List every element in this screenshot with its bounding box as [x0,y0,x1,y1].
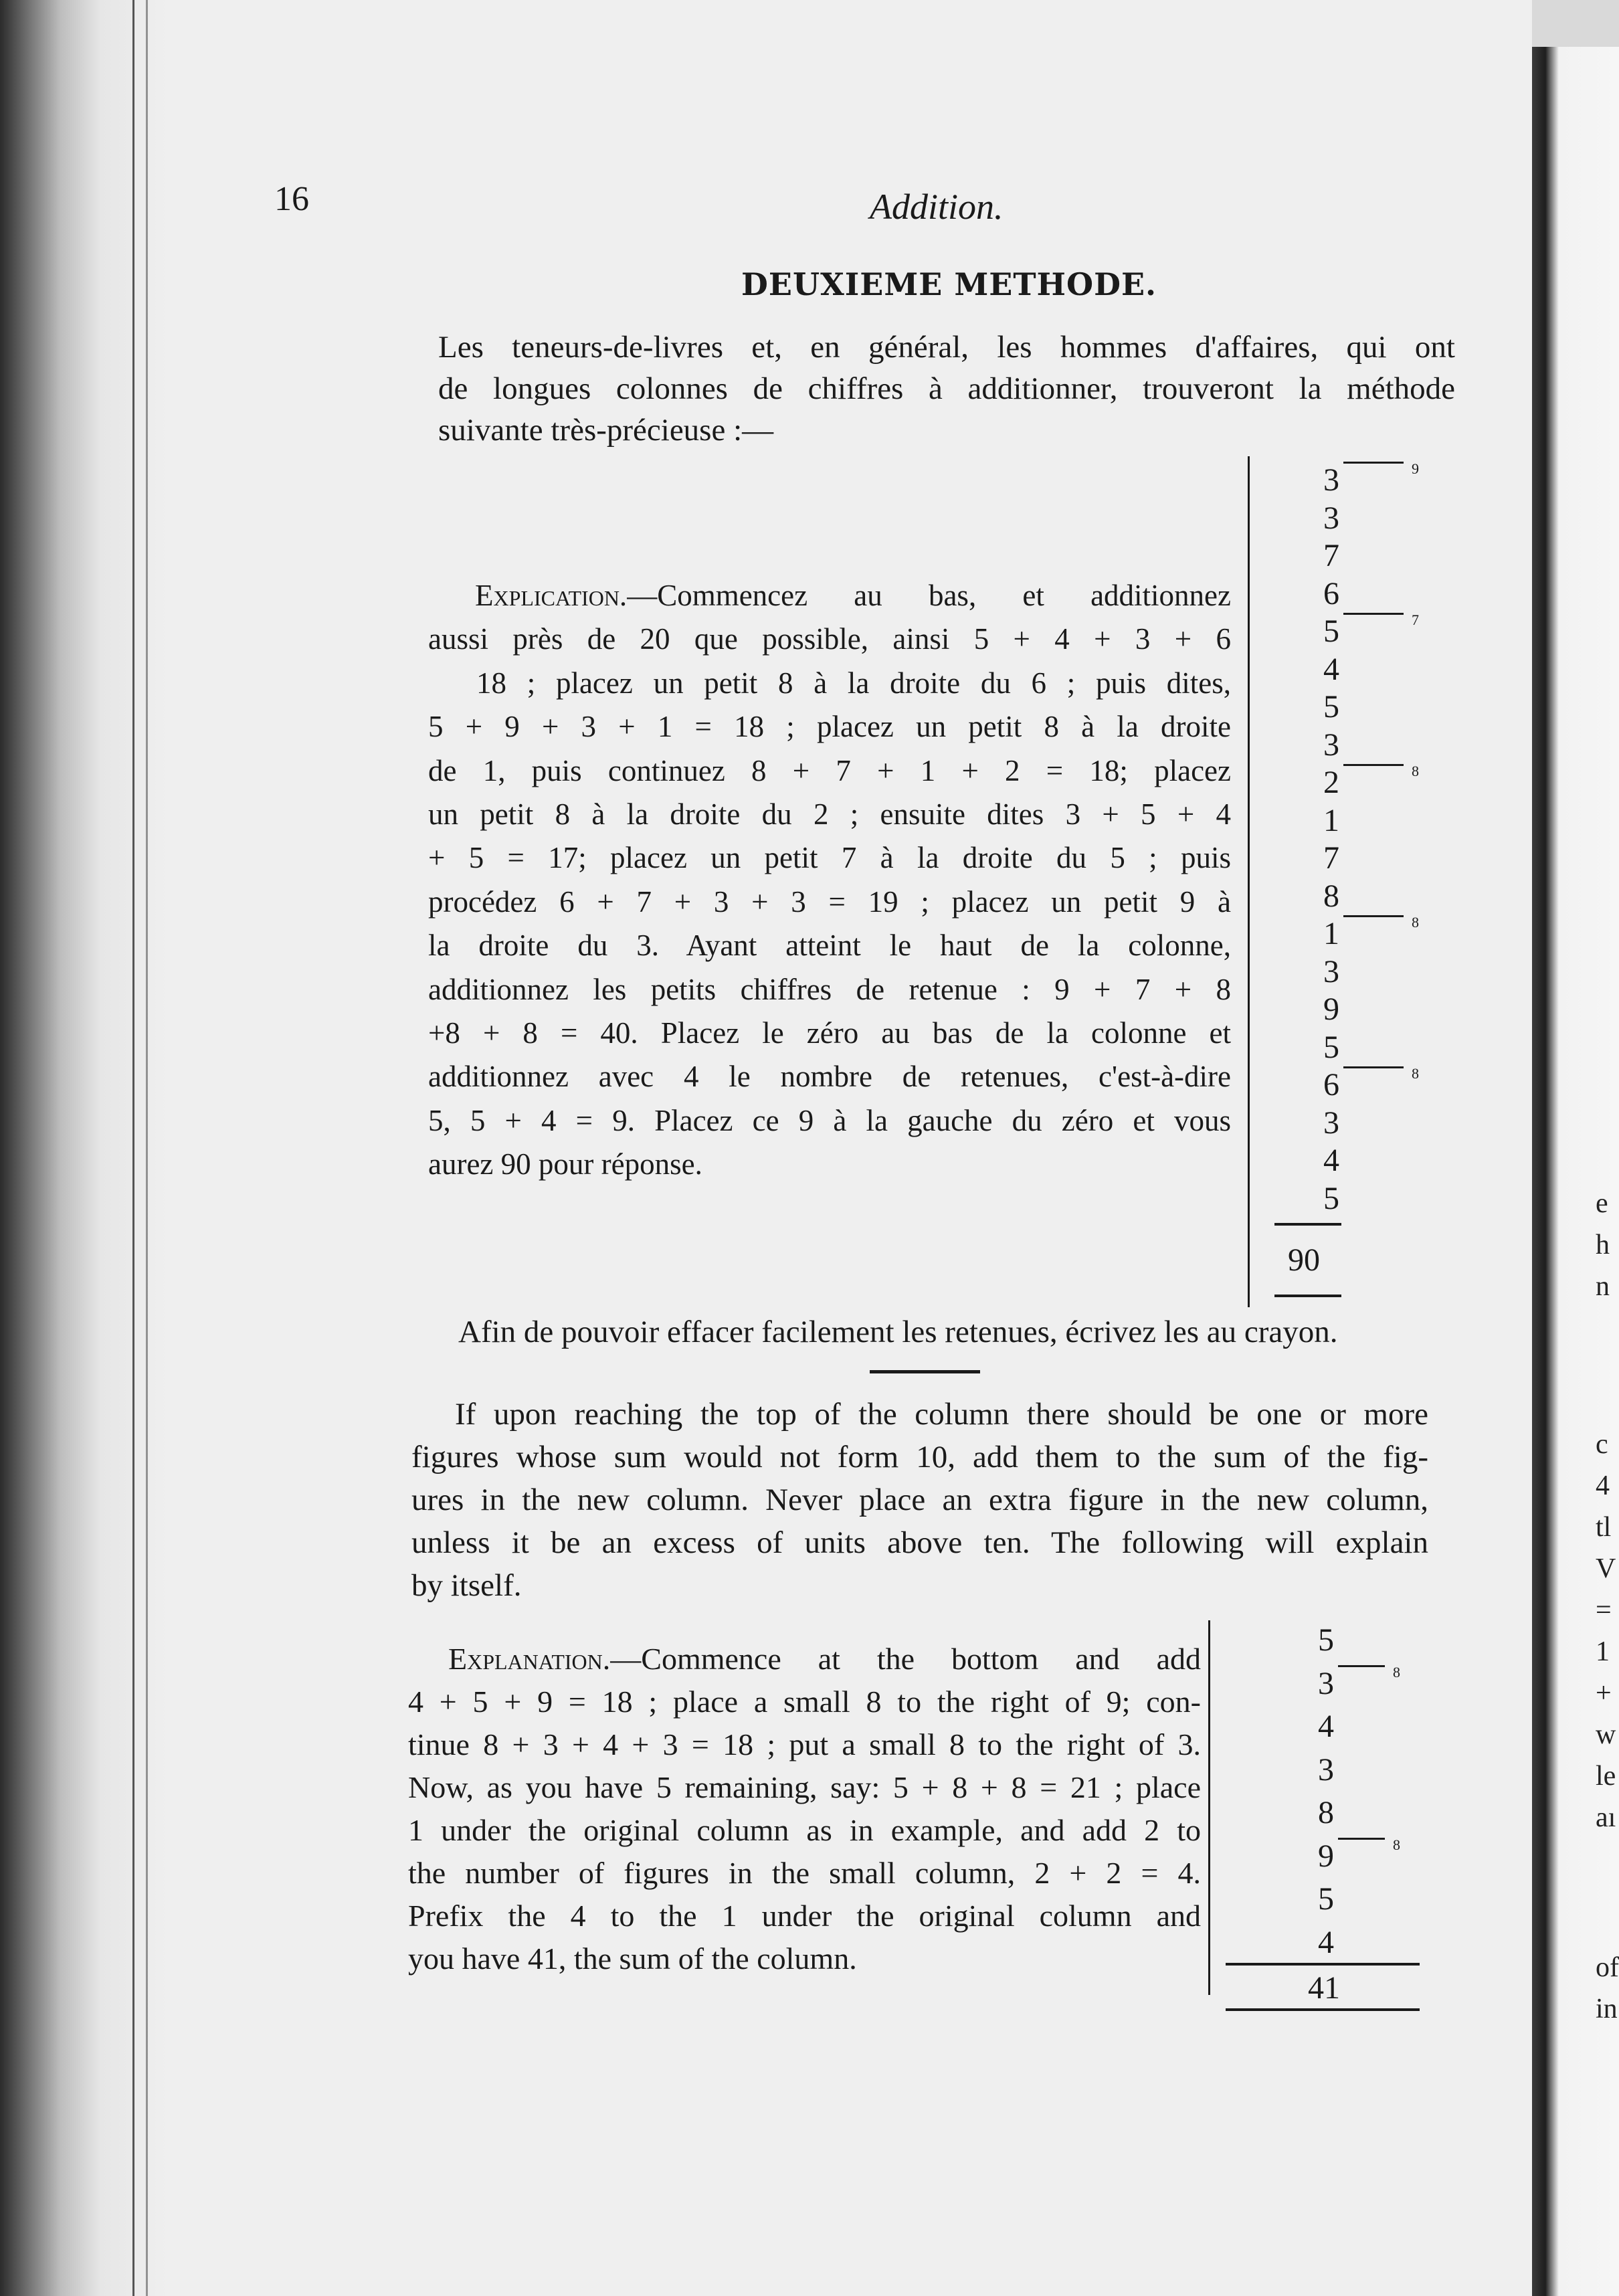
facing-page-text: w [1596,1719,1616,1750]
column-digit: 5 [1318,1881,1334,1917]
column-divider [1248,456,1250,1307]
intro-line: de longues colonnes de chiffres à additionner, trouveront la méthode [438,371,1455,406]
facing-page-text: e [1596,1188,1608,1219]
column-total: 90 [1288,1242,1320,1278]
page-number: 16 [274,180,309,218]
column-digit: 5 [1323,613,1339,649]
intro-line: Les teneurs-de-livres et, en général, les hommes d'affaires, qui ont [438,330,1455,365]
facing-page-text: n [1596,1271,1610,1302]
carry-tick [1338,1665,1385,1667]
carry-digit: 8 [1412,1065,1419,1082]
explanation-line: 1 under the original column as in example, and add 2 to [408,1813,1201,1847]
explanation-heading: Explanation. [448,1642,611,1676]
column-digit: 5 [1318,1622,1334,1658]
carry-digit: 7 [1412,611,1419,628]
carry-tick [1343,613,1404,615]
english-paragraph [411,1393,1428,1607]
column-digit: 8 [1318,1795,1334,1830]
sum-rule [1226,1963,1420,1966]
explanation-line: the number of figures in the small column, 2 + 2 = 4. [408,1856,1201,1890]
facing-page-text: le [1596,1761,1616,1792]
explication-line: 5, 5 + 4 = 9. Placez ce 9 à la gauche du zéro et vous [428,1103,1231,1137]
column-total: 41 [1308,1970,1340,2006]
pencil-note: Afin de pouvoir effacer facilement les retenues, écrivez les au crayon. [458,1315,1338,1349]
column-digit: 3 [1318,1751,1334,1788]
facing-page-text: h [1596,1230,1610,1260]
explication-line: de 1, puis continuez 8 + 7 + 1 + 2 = 18; placez [428,753,1231,787]
column-digit: 1 [1323,916,1339,951]
explanation-line: Explanation.—Commence at the bottom and add [448,1642,1201,1676]
running-head: Addition. [870,187,1004,227]
facing-page-text: in [1596,1994,1618,2024]
explication-line: Explication.—Commencez au bas, et additionnez [475,579,1231,612]
column-digit: 3 [1323,727,1339,763]
explication-line: un petit 8 à la droite du 2 ; ensuite dites 3 + 5 + 4 [428,797,1231,832]
explication-line: additionnez avec 4 le nombre de retenues, c'est-à-dire [428,1060,1231,1094]
book-binding-edge [0,0,167,2296]
carry-tick [1343,915,1404,917]
column-digit: 5 [1323,1180,1339,1216]
explication-line: 5 + 9 + 3 + 1 = 18 ; placez un petit 8 à la droite [428,710,1231,744]
explanation-line: tinue 8 + 3 + 4 + 3 = 18 ; put a small 8 to the right of 3. [408,1727,1201,1761]
column-digit: 6 [1323,1067,1339,1103]
section-divider [870,1370,980,1373]
carry-tick [1343,764,1404,766]
paragraph-line: unless it be an excess of units above ten. The following will explain [411,1525,1428,1560]
intro-paragraph [438,326,1455,451]
explication-line: + 5 = 17; placez un petit 7 à la droite du 5 ; puis [428,841,1231,875]
column-digit: 4 [1318,1924,1334,1960]
column-digit: 3 [1323,1105,1339,1141]
column-digit: 6 [1323,575,1339,611]
facing-page-edge [1532,47,1619,2296]
column-digit: 1 [1323,802,1339,838]
column-digit: 2 [1323,765,1339,800]
facing-page-text: of [1596,1952,1619,1983]
explication-line: +8 + 8 = 40. Placez le zéro au bas de la colonne et [428,1016,1231,1050]
column-digit: 5 [1323,689,1339,725]
column-digit: 3 [1323,953,1339,989]
explanation-line: Now, as you have 5 remaining, say: 5 + 8 + 8 = 21 ; place [408,1770,1201,1804]
column-digit: 5 [1323,1029,1339,1065]
page-edge-line [146,0,148,2296]
explanation-line: Prefix the 4 to the 1 under the original column and [408,1899,1201,1933]
column-digit: 3 [1323,500,1339,536]
facing-page-text: 4 [1596,1470,1610,1501]
facing-page-text: = [1596,1595,1612,1626]
carry-digit: 8 [1412,914,1419,931]
carry-tick [1343,1066,1404,1068]
explication-paragraph [428,574,1231,1187]
facing-page-text: 1 [1596,1636,1610,1667]
explication-line: la droite du 3. Ayant atteint le haut de la colonne, [428,929,1231,963]
paragraph-line: If upon reaching the top of the column there should be one or more [455,1397,1428,1432]
column-digit: 3 [1318,1665,1334,1701]
column-divider [1208,1620,1210,1995]
column-digit: 7 [1323,538,1339,573]
explication-line: aussi près de 20 que possible, ainsi 5 + 4 + 3 + 6 [428,622,1231,656]
explication-line: aurez 90 pour réponse. [428,1147,702,1181]
explication-line: 18 ; placez un petit 8 à la droite du 6 ; puis dites, [476,666,1231,700]
sum-rule [1274,1223,1341,1226]
column-digit: 3 [1323,462,1339,498]
carry-tick [1343,462,1404,464]
column-digit: 9 [1323,991,1339,1027]
carry-digit: 9 [1412,460,1419,477]
sum-rule [1226,2008,1420,2011]
column-digit: 7 [1323,840,1339,876]
facing-page-text: + [1596,1678,1612,1709]
column-digit: 9 [1318,1838,1334,1874]
sum-rule [1274,1295,1341,1297]
carry-digit: 8 [1412,763,1419,779]
facing-page-text: tl [1596,1512,1612,1543]
explanation-paragraph [408,1638,1201,1980]
paragraph-line: by itself. [411,1568,522,1603]
explanation-line: you have 41, the sum of the column. [408,1941,857,1976]
carry-digit: 8 [1393,1663,1400,1681]
facing-page-text: V [1596,1553,1616,1584]
page-edge-line [132,0,134,2296]
explication-line: procédez 6 + 7 + 3 + 3 = 19 ; placez un petit 9 à [428,884,1231,919]
column-digit: 4 [1323,651,1339,687]
facing-page-text: aı [1596,1802,1616,1833]
explication-line: additionnez les petits chiffres de retenue : 9 + 7 + 8 [428,972,1231,1006]
explication-heading: Explication. [475,579,628,612]
column-digit: 4 [1323,1143,1339,1178]
paragraph-line: figures whose sum would not form 10, add them to the sum of the fig- [411,1440,1428,1474]
carry-tick [1338,1838,1385,1840]
carry-digit: 8 [1393,1836,1400,1853]
section-title: DEUXIEME METHODE. [741,266,1157,302]
paragraph-line: ures in the new column. Never place an extra figure in the new column, [411,1482,1428,1517]
column-digit: 8 [1323,878,1339,914]
facing-page-text: c [1596,1429,1608,1460]
explanation-line: 4 + 5 + 9 = 18 ; place a small 8 to the right of 9; con- [408,1685,1201,1719]
column-digit: 4 [1318,1709,1334,1744]
intro-line: suivante très-précieuse :— [438,413,774,448]
